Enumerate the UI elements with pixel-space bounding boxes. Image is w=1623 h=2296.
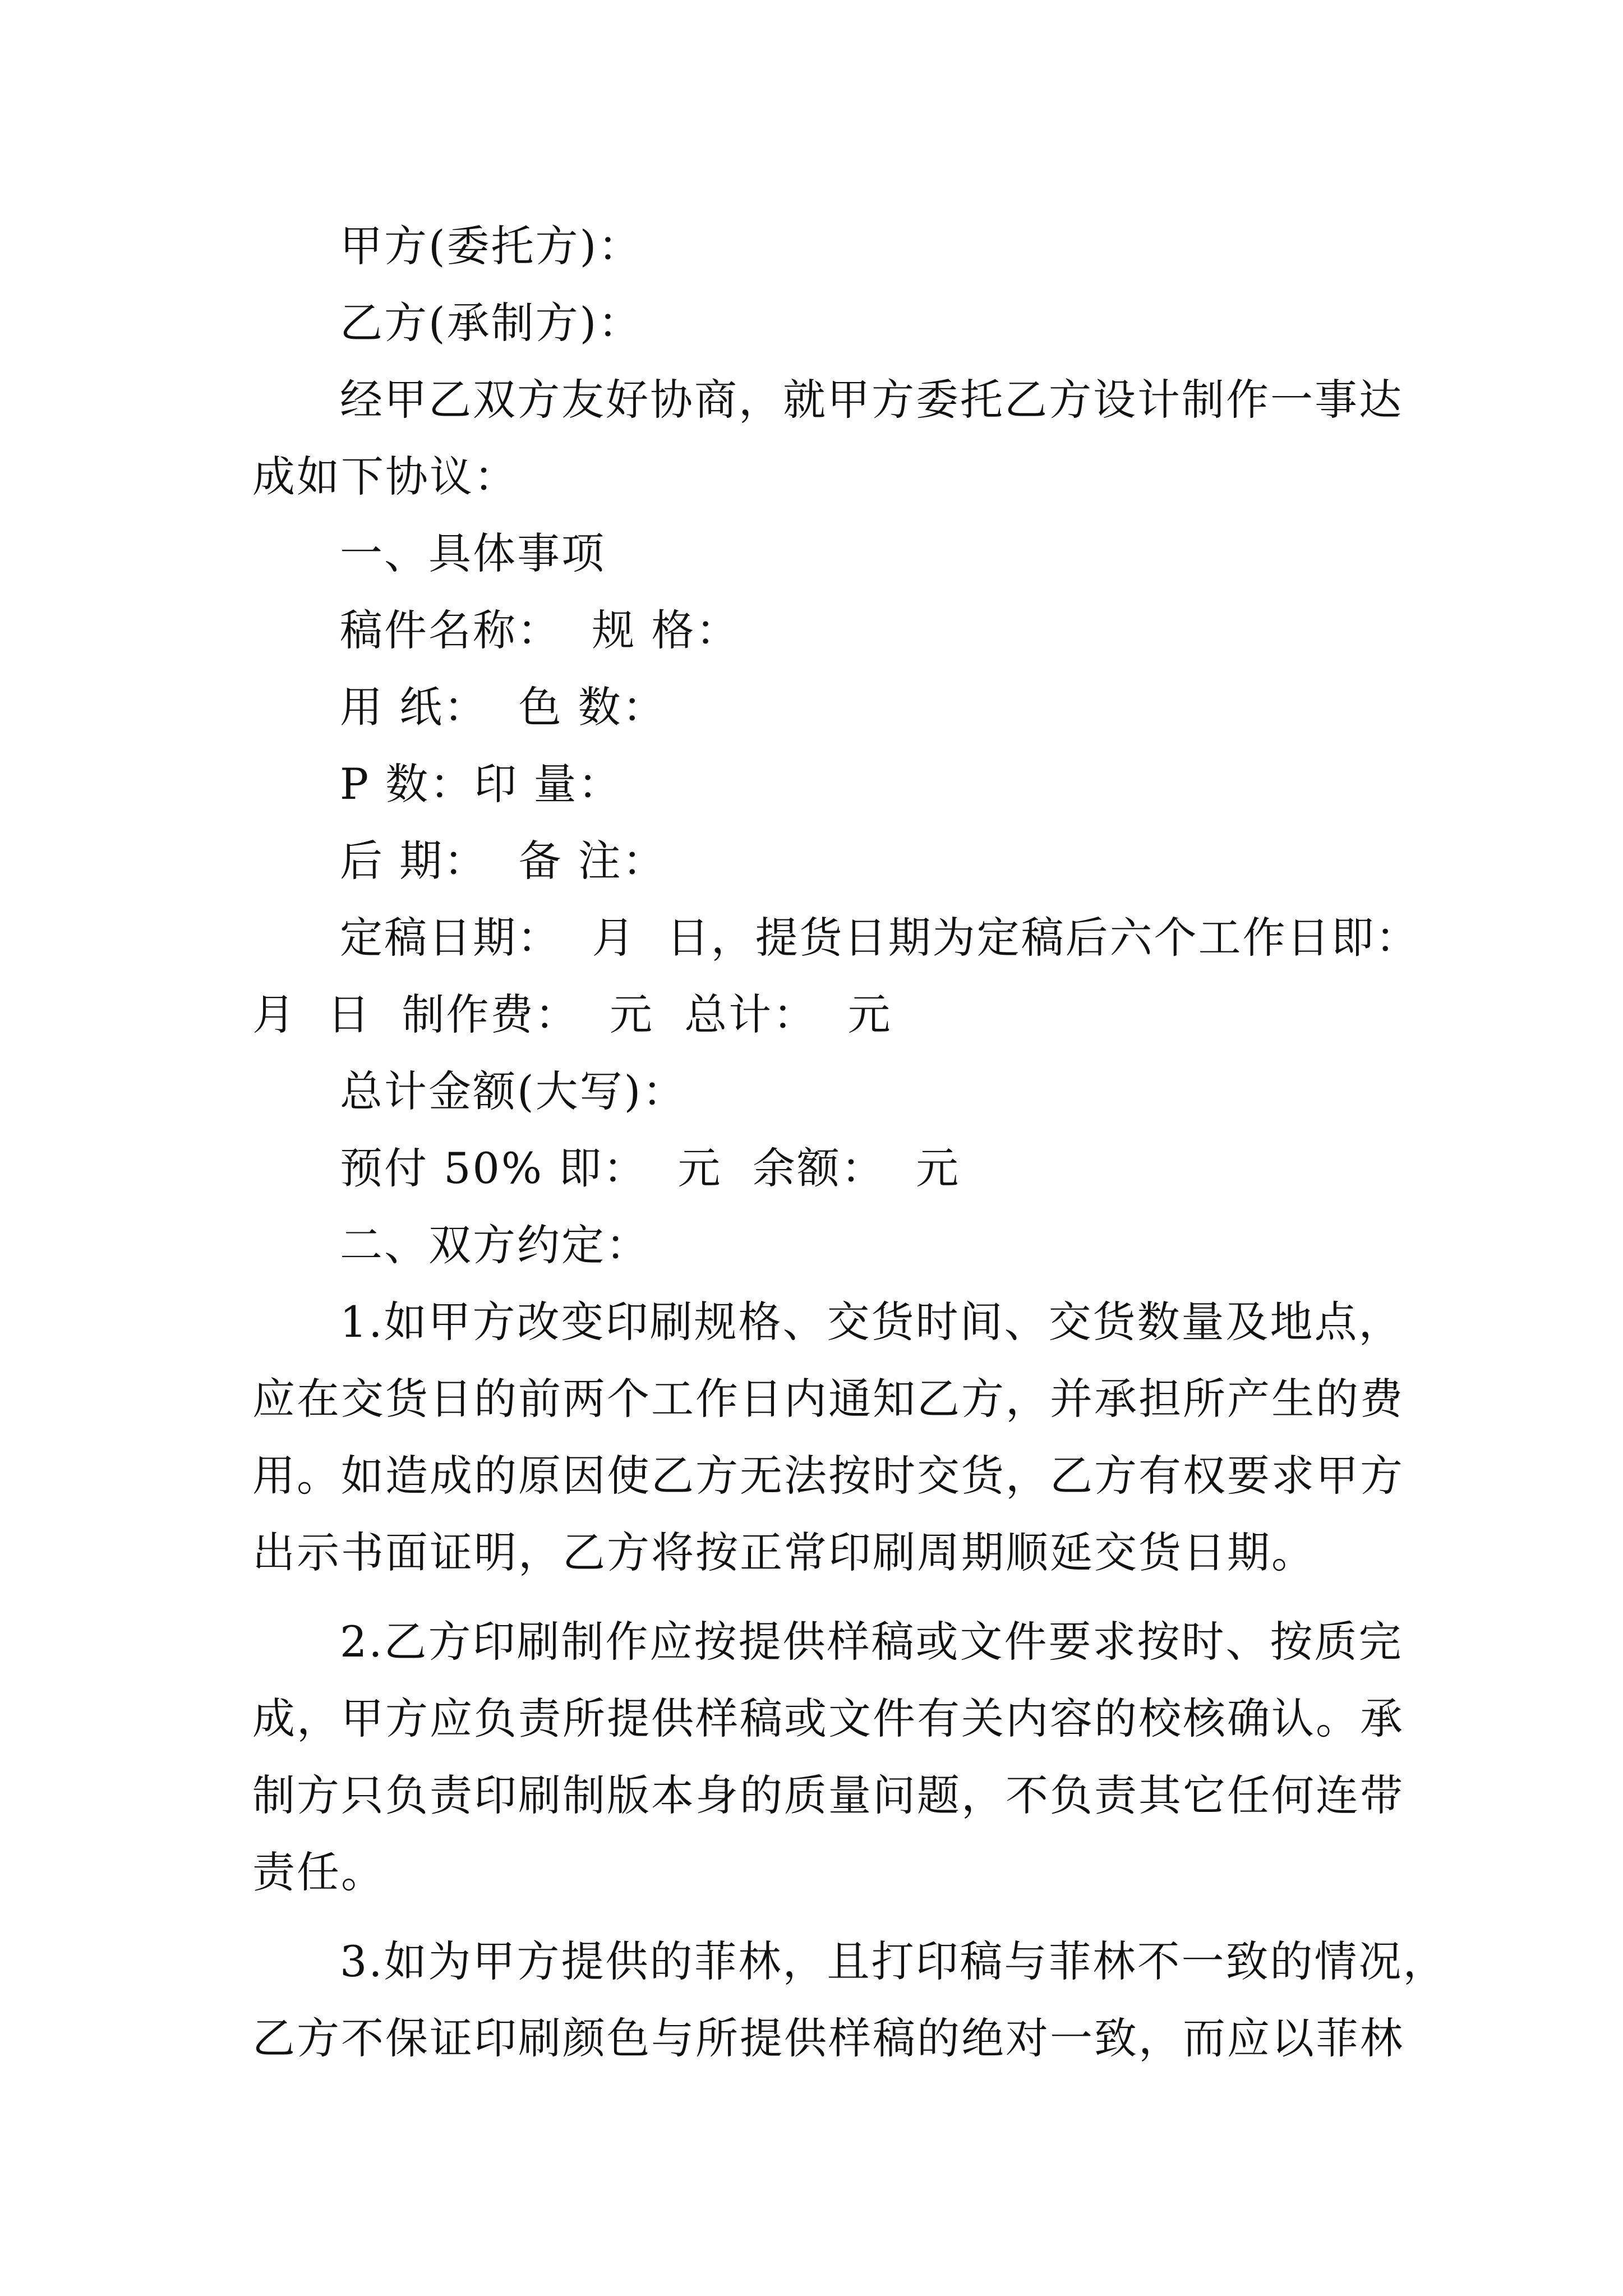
clause-2-line-2: 成，甲方应负责所提供样稿或文件有关内容的校核确认。承 [252,1694,1404,1743]
party-b-line: 乙方(承制方)： [340,298,643,348]
item-paper-colors: 用 纸： 色 数： [340,682,667,732]
clause-2-line-4: 责任。 [252,1847,385,1897]
section-1-heading: 一、具体事项 [340,528,606,578]
clause-3-line-1: 3.如为甲方提供的菲林，且打印稿与菲林不一致的情况， [340,1936,1447,1986]
clause-1-line-2: 应在交货日的前两个工作日内通知乙方，并承担所产生的费 [252,1374,1404,1424]
clause-1-line-1: 1.如甲方改变印刷规格、交货时间、交货数量及地点， [340,1297,1403,1347]
paragraph-spacer [252,1591,1396,1603]
intro-line-1: 经甲乙双方友好协商，就甲方委托乙方设计制作一事达 [340,375,1403,425]
party-a-line: 甲方(委托方)： [340,221,643,271]
intro-line-2: 成如下协议： [252,452,518,501]
item-finishing-notes: 后 期： 备 注： [340,836,667,886]
prepayment-line: 预付 50% 即： 元 余额： 元 [340,1143,961,1193]
section-2-heading: 二、双方约定： [340,1220,650,1270]
item-pages-quantity: P 数：印 量： [340,759,623,809]
clause-1-line-4: 出示书面证明，乙方将按正常印刷周期顺延交货日期。 [252,1527,1316,1577]
contract-body [252,208,1447,2077]
clause-1-line-3: 用。如造成的原因使乙方无法按时交货，乙方有权要求甲方 [252,1451,1404,1501]
dates-line-1: 定稿日期： 月 日，提货日期为定稿后六个工作日即： [340,913,1420,963]
item-name-spec: 稿件名称： 规 格： [340,605,740,655]
paragraph-spacer [252,1911,1396,1923]
dates-line-2: 月 日 制作费： 元 总计： 元 [252,990,892,1039]
clause-2-line-1: 2.乙方印刷制作应按提供样稿或文件要求按时、按质完 [340,1617,1403,1667]
clause-3-line-2: 乙方不保证印刷颜色与所提供样稿的绝对一致，而应以菲林 [252,2013,1404,2063]
clause-2-line-3: 制方只负责印刷制版本身的质量问题，不负责其它任何连带 [252,1770,1404,1820]
total-amount-line: 总计金额(大写)： [340,1066,687,1116]
